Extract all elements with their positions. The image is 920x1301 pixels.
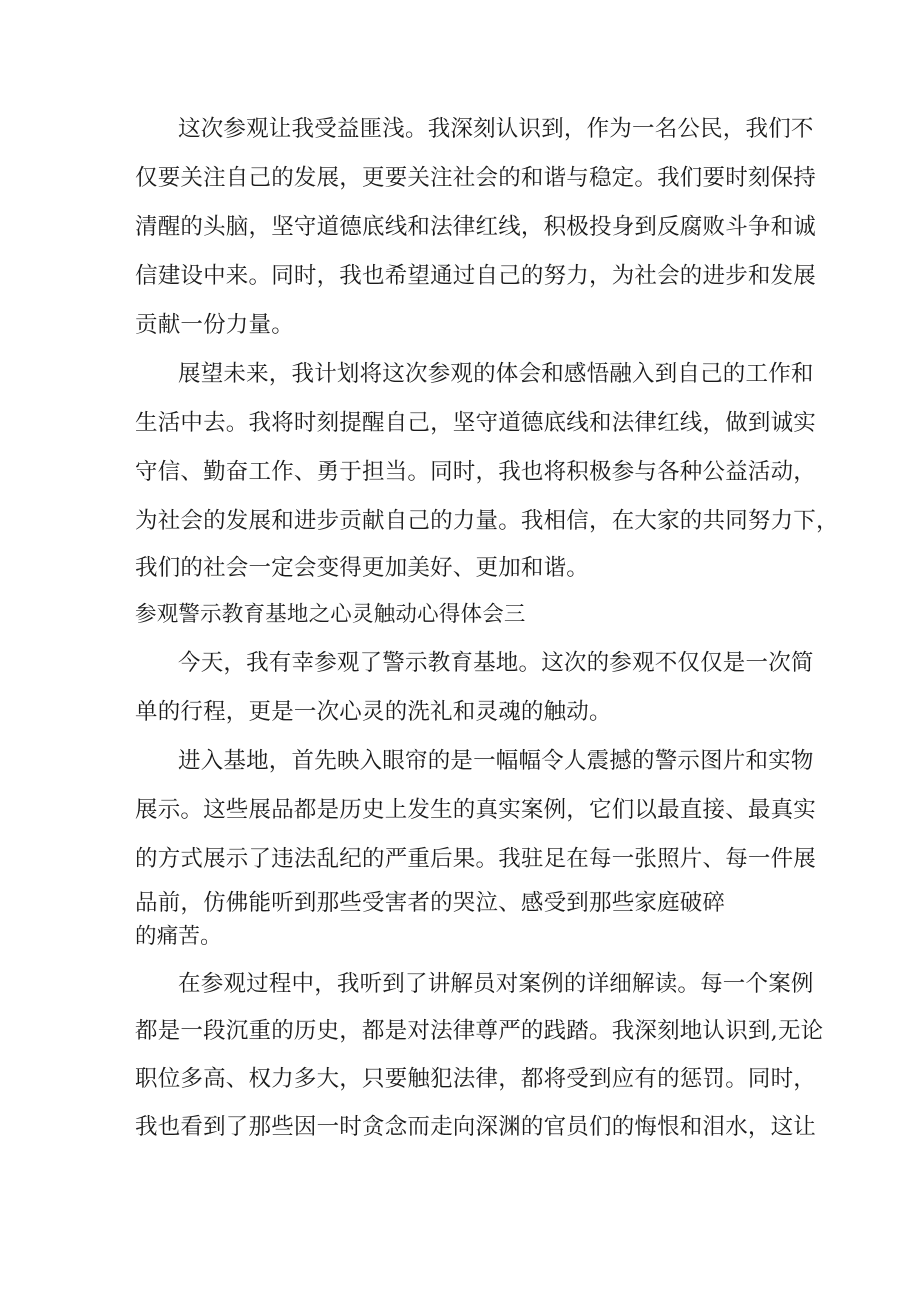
- paragraph-line: 展望未来，我计划将这次参观的体会和感悟融入到自己的工作和: [178, 361, 814, 387]
- paragraph-line: 清醒的头脑，坚守道德底线和法律红线，积极投身到反腐败斗争和诚: [135, 214, 817, 240]
- paragraph-line: 今天，我有幸参观了警示教育基地。这次的参观不仅仅是一次简: [178, 650, 814, 676]
- paragraph-line: 守信、勤奋工作、勇于担当。同时，我也将积极参与各种公益活动，: [135, 459, 817, 485]
- paragraph-line: 都是一段沉重的历史，都是对法律尊严的践踏。我深刻地认识到,无论: [135, 1018, 824, 1044]
- paragraph-line: 信建设中来。同时，我也希望通过自己的努力，为社会的进步和发展: [135, 263, 817, 289]
- section-heading: 参观警示教育基地之心灵触动心得体会三: [135, 602, 526, 627]
- paragraph-line: 进入基地，首先映入眼帘的是一幅幅令人震撼的警示图片和实物: [178, 748, 814, 774]
- paragraph-line: 在参观过程中，我听到了讲解员对案例的详细解读。每一个案例: [178, 971, 814, 997]
- paragraph-line: 贡献一份力量。: [135, 312, 294, 338]
- paragraph-line: 展示。这些展品都是历史上发生的真实案例，它们以最直接、最真实: [135, 797, 817, 823]
- paragraph-line: 职位多高、权力多大，只要触犯法律，都将受到应有的惩罚。同时，: [135, 1066, 817, 1092]
- paragraph-line: 仅要关注自己的发展，更要关注社会的和谐与稳定。我们要时刻保持: [135, 165, 817, 191]
- paragraph-line: 品前，仿佛能听到那些受害者的哭泣、感受到那些家庭破碎: [135, 890, 726, 916]
- paragraph-line: 我也看到了那些因一时贪念而走向深渊的官员们的悔恨和泪水，这让: [135, 1114, 817, 1140]
- paragraph-line: 的痛苦。: [135, 924, 222, 949]
- paragraph-line: 我们的社会一定会变得更加美好、更加和谐。: [135, 555, 590, 581]
- paragraph-line: 这次参观让我受益匪浅。我深刻认识到，作为一名公民，我们不: [178, 116, 814, 142]
- paragraph-line: 的方式展示了违法乱纪的严重后果。我驻足在每一张照片、每一件展: [135, 846, 817, 872]
- paragraph-line: 单的行程，更是一次心灵的洗礼和灵魂的触动。: [135, 699, 612, 725]
- paragraph-line: 为社会的发展和进步贡献自己的力量。我相信，在大家的共同努力下，: [135, 508, 839, 534]
- paragraph-line: 生活中去。我将时刻提醒自己，坚守道德底线和法律红线，做到诚实: [135, 410, 817, 436]
